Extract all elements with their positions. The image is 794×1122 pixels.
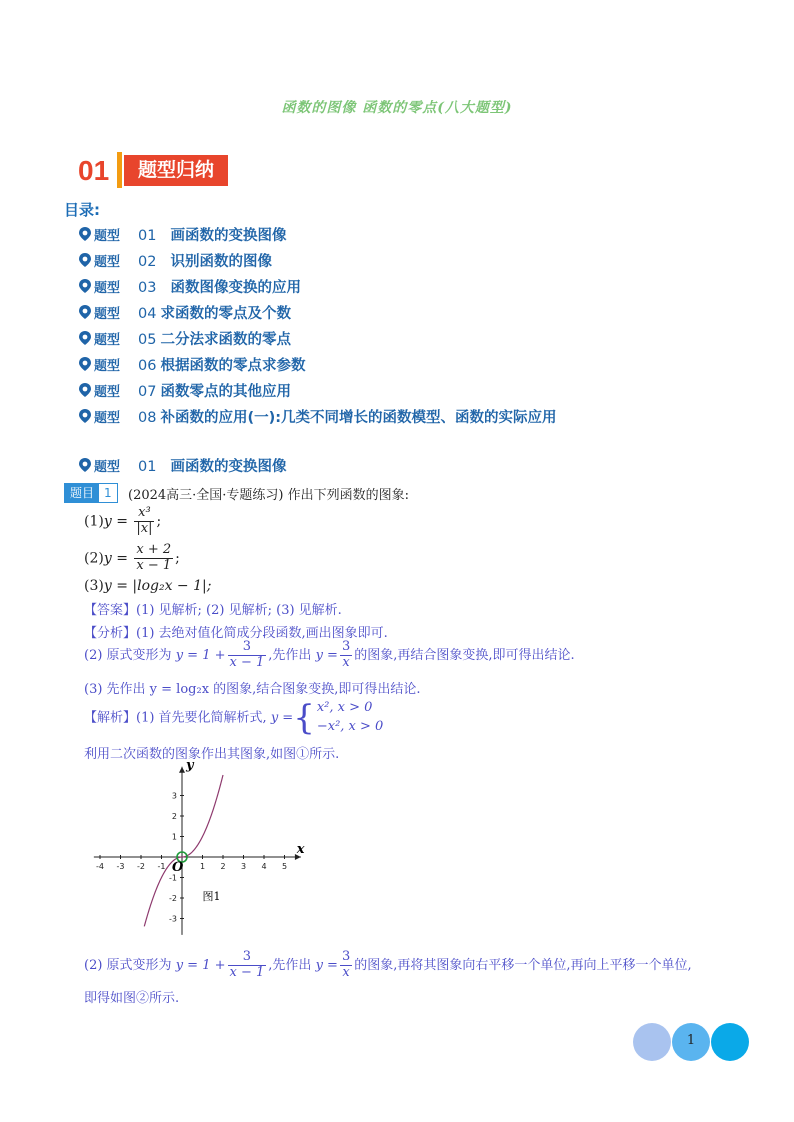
toc-item-text: 求函数的零点及个数 bbox=[160, 306, 291, 322]
toc-item-number: 01 bbox=[138, 228, 157, 244]
solution-line-1: 【解析】(1) 首先要化简解析式, y ={ x², x > 0 −x², x > 0 bbox=[84, 697, 384, 738]
origin-label: O bbox=[172, 860, 184, 875]
toc-item[interactable] bbox=[78, 354, 305, 376]
x-tick-label: 4 bbox=[261, 862, 267, 871]
toc-item-number: 06 bbox=[138, 358, 157, 374]
x-tick-label: -3 bbox=[116, 862, 125, 871]
toc-item-text: 函数图像变换的应用 bbox=[170, 280, 301, 296]
toc-item-number: 04 bbox=[138, 306, 157, 322]
toc-item-tag: 题型 bbox=[94, 359, 121, 374]
toc-item-number: 03 bbox=[138, 280, 157, 296]
location-pin-icon bbox=[78, 382, 92, 402]
topic-number: 01 bbox=[138, 459, 157, 475]
y-tick-label: -1 bbox=[169, 873, 177, 883]
solution-part-2: (2) 原式变形为 y = 1 + $\frac{3}{x - 1}$ ,先作出 y = $\frac{3}{x}$ 的图象,再将其图象向右平移一个单位,再向上平移一个单位, bbox=[84, 949, 692, 980]
section-label: 题型归纳 bbox=[124, 155, 228, 186]
toc-item[interactable] bbox=[78, 250, 272, 272]
y-tick-label: -2 bbox=[169, 894, 177, 903]
problem-part-2: (2)y = $\frac{x + 2}{x - 1}$ ; bbox=[84, 542, 180, 573]
x-tick-label: -4 bbox=[96, 862, 104, 871]
toc-item-text: 识别函数的图像 bbox=[170, 254, 272, 270]
toc-heading: 目录: bbox=[64, 201, 100, 219]
page-number: 1 bbox=[686, 1033, 696, 1048]
location-pin-icon bbox=[78, 226, 92, 246]
toc-item-tag: 题型 bbox=[94, 255, 121, 270]
y-tick-label: 2 bbox=[171, 812, 177, 821]
y-axis-arrow bbox=[179, 767, 185, 773]
toc-item[interactable] bbox=[78, 406, 557, 428]
function-curve bbox=[144, 775, 226, 926]
toc-item-text: 补函数的应用(一):几类不同增长的函数模型、函数的实际应用 bbox=[160, 410, 557, 426]
section-number: 01 bbox=[78, 155, 110, 186]
toc-item-number: 02 bbox=[138, 254, 157, 270]
topic-text: 画函数的变换图像 bbox=[170, 459, 287, 475]
location-pin-icon bbox=[78, 278, 92, 298]
toc-item-tag: 题型 bbox=[94, 281, 121, 296]
current-topic-heading bbox=[78, 455, 286, 477]
document-title: 函数的图像 函数的零点(八大题型) bbox=[281, 100, 513, 116]
x-tick-label: -2 bbox=[137, 862, 145, 871]
x-tick-label: -1 bbox=[157, 862, 166, 871]
toc-item-tag: 题型 bbox=[94, 411, 121, 426]
topic-tag: 题型 bbox=[94, 460, 121, 475]
toc-item-number: 05 bbox=[138, 332, 157, 348]
location-pin-icon bbox=[78, 457, 92, 477]
x-tick-label: 1 bbox=[199, 862, 206, 871]
y-tick-label: 1 bbox=[171, 832, 177, 842]
toc-item-text: 根据函数的零点求参数 bbox=[160, 358, 306, 374]
toc-item[interactable] bbox=[78, 380, 291, 402]
analysis-line-3: (3) 先作出 y = log₂x 的图象,结合图象变换,即可得出结论. bbox=[84, 682, 421, 697]
toc-item-text: 二分法求函数的零点 bbox=[160, 332, 291, 348]
location-pin-icon bbox=[78, 330, 92, 350]
toc-item-text: 函数零点的其他应用 bbox=[160, 384, 291, 400]
location-pin-icon bbox=[78, 356, 92, 376]
y-tick-label: -3 bbox=[169, 914, 177, 924]
solution-part-2-end: 即得如图②所示. bbox=[84, 991, 180, 1006]
x-tick-label: 5 bbox=[281, 862, 288, 871]
toc-item-tag: 题型 bbox=[94, 385, 121, 400]
toc-item-tag: 题型 bbox=[94, 229, 121, 244]
x-axis-label: x bbox=[296, 842, 305, 857]
y-axis-label: y bbox=[186, 762, 194, 773]
problem-part-1: (1)y = $\frac{\text{x³}}{|x|}$ ; bbox=[84, 505, 162, 536]
toc-item-number: 08 bbox=[138, 410, 157, 426]
toc-item[interactable] bbox=[78, 276, 301, 298]
function-graph-figure bbox=[90, 762, 310, 947]
toc-item-text: 画函数的变换图像 bbox=[170, 228, 287, 244]
question-badge: 题目 1 bbox=[64, 483, 118, 503]
location-pin-icon bbox=[78, 252, 92, 272]
toc-item[interactable] bbox=[78, 328, 291, 350]
toc-item-tag: 题型 bbox=[94, 307, 121, 322]
y-tick-label: 3 bbox=[171, 791, 177, 801]
toc-item[interactable] bbox=[78, 224, 286, 246]
toc-item-tag: 题型 bbox=[94, 333, 121, 348]
section-accent-bar bbox=[117, 152, 122, 188]
toc-item[interactable] bbox=[78, 302, 291, 324]
analysis-line-2: (2) 原式变形为 y = 1 + $\frac{3}{x - 1}$ ,先作出 y = $\frac{3}{x}$ 的图象,再结合图象变换,即可得出结论. bbox=[84, 639, 575, 670]
problem-part-3: (3)y = |log₂x − 1|; bbox=[84, 578, 212, 594]
analysis-line-1: 【分析】(1) 去绝对值化简成分段函数,画出图象即可. bbox=[84, 626, 388, 641]
solution-line-2: 利用二次函数的图象作出其图象,如图①所示. bbox=[84, 747, 340, 762]
figure-caption: 图1 bbox=[202, 890, 221, 904]
answer-line: 【答案】(1) 见解析; (2) 见解析; (3) 见解析. bbox=[84, 603, 342, 618]
location-pin-icon bbox=[78, 304, 92, 324]
question-source: (2024高三·全国·专题练习) 作出下列函数的图象: bbox=[128, 488, 410, 503]
x-tick-label: 3 bbox=[240, 862, 247, 871]
toc-item-number: 07 bbox=[138, 384, 157, 400]
x-tick-label: 2 bbox=[220, 862, 226, 871]
location-pin-icon bbox=[78, 408, 92, 428]
